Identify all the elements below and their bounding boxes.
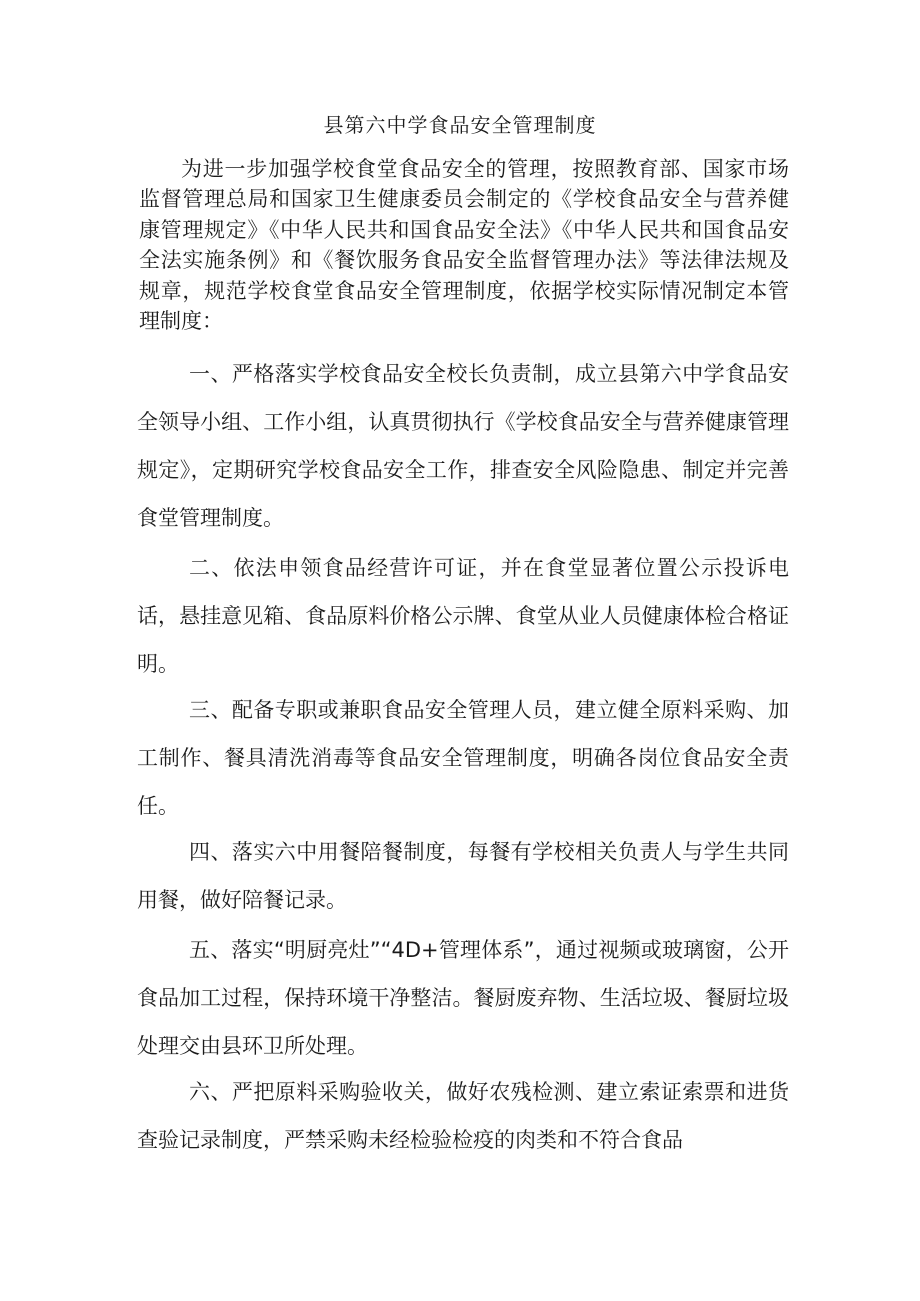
document-title: 县第六中学食品安全管理制度: [323, 113, 597, 137]
article-3: 三、配备专职或兼职食品安全管理人员，建立健全原料采购、加工制作、餐具清洗消毒等食品安全管理制度，明确各岗位食品安全责任。: [137, 698, 789, 818]
article-2: 二、依法申领食品经营许可证，并在食堂显著位置公示投诉电话，悬挂意见箱、食品原料价格公示牌、食堂从业人员健康体检合格证明。: [137, 556, 789, 676]
intro-paragraph: 为进一步加强学校食堂食品安全的管理，按照教育部、国家市场监督管理总局和国家卫生健康委员会制定的《学校食品安全与营养健康管理规定》《中华人民共和国食品安全法》《中华人民共和国食品安全法实施条例》和《餐饮服务食品安全监督管理办法》等法律法规及规章，规范学校食堂食品安全管理制度，依据学校实际情况制定本管理制度：: [139, 157, 789, 334]
article-5: 五、落实“明厨亮灶”“4D+管理体系”，通过视频或玻璃窗，公开食品加工过程，保持环境干净整洁。餐厨废弃物、生活垃圾、餐厨垃圾处理交由县环卫所处理。: [137, 938, 789, 1058]
article-1: 一、严格落实学校食品安全校长负责制，成立县第六中学食品安全领导小组、工作小组，认真贯彻执行《学校食品安全与营养健康管理规定》，定期研究学校食品安全工作，排查安全风险隐患、制定并完善食堂管理制度。: [137, 362, 789, 530]
article-4: 四、落实六中用餐陪餐制度，每餐有学校相关负责人与学生共同用餐，做好陪餐记录。: [137, 840, 789, 912]
article-6: 六、严把原料采购验收关，做好农残检测、建立索证索票和进货查验记录制度，严禁采购未经检验检疫的肉类和不符合食品: [137, 1080, 789, 1152]
